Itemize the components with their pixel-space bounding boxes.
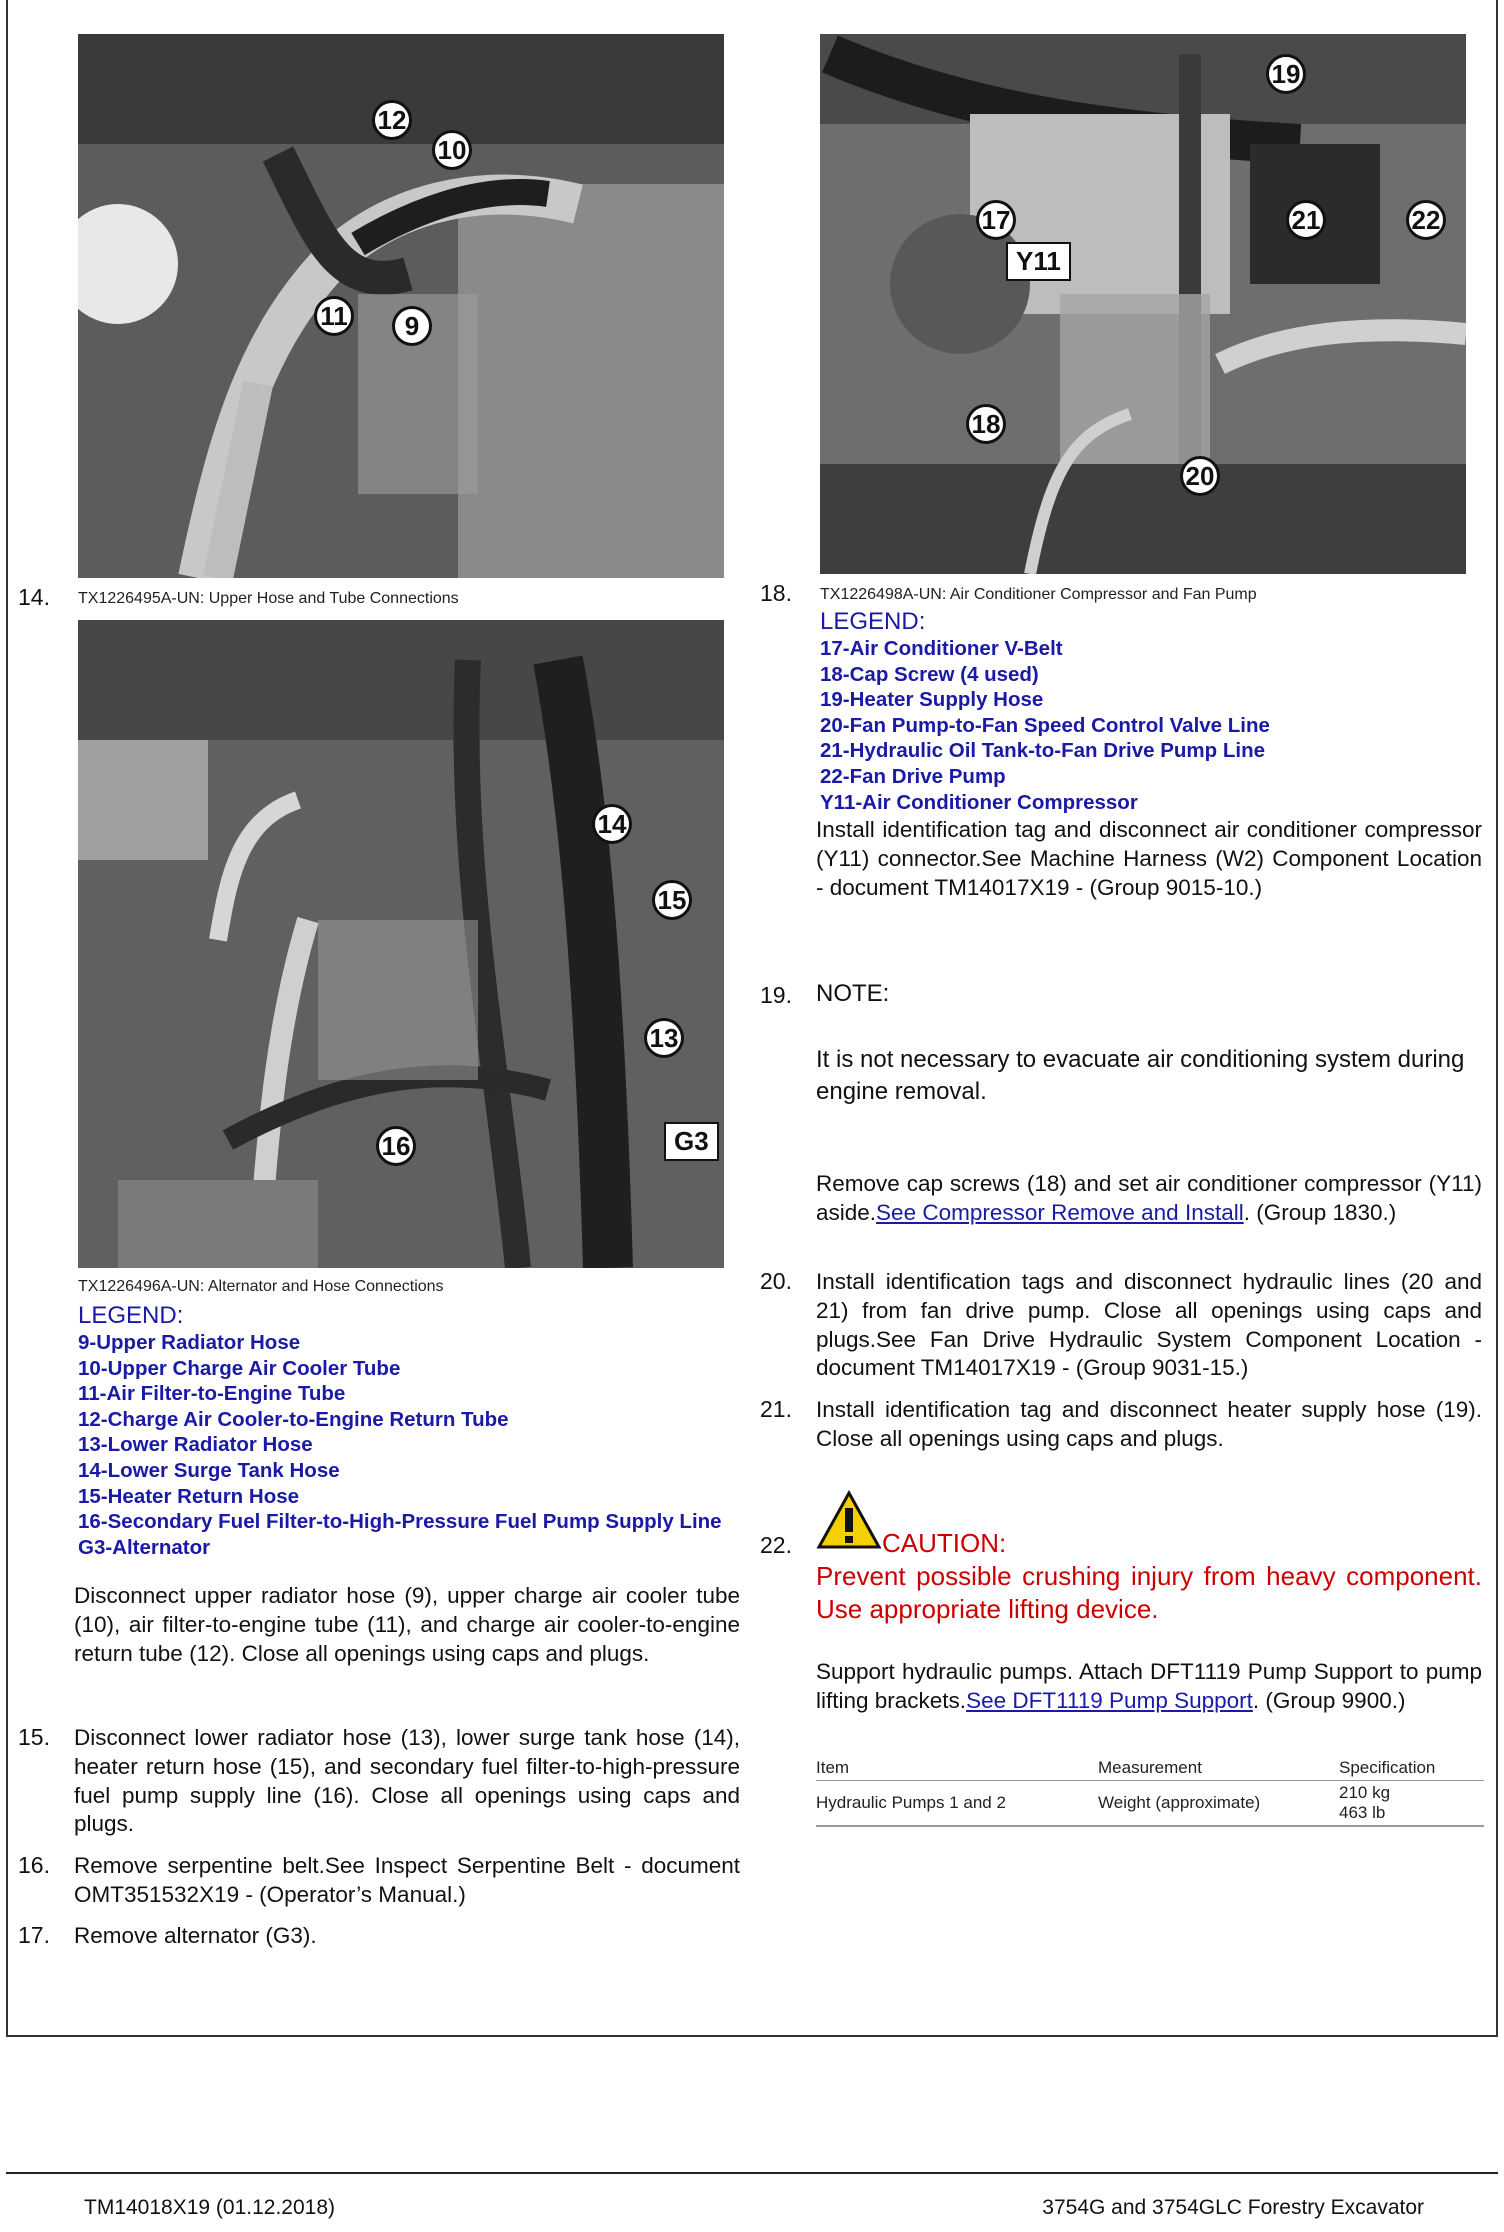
legend-item: Y11-Air Conditioner Compressor (820, 790, 1138, 814)
note-text: It is not necessary to evacuate air conditioning system during engine removal. (816, 1046, 1465, 1105)
legend-item: 20-Fan Pump-to-Fan Speed Control Valve Line (820, 713, 1270, 737)
callout-17: 17 (976, 200, 1016, 240)
note-label: NOTE: (816, 980, 890, 1007)
step-17-text: Remove alternator (G3). (74, 1923, 317, 1948)
callout-10: 10 (432, 130, 472, 170)
step-14-legend-title: LEGEND: (78, 1302, 184, 1329)
step-20-text: Install identification tags and disconnect hydraulic lines (20 and 21) from fan drive pump. Close all openings using caps and plugs.See Fan Drive Hydraulic System Component Location - document TM14017X19 - (Group 9031-15.) (816, 1269, 1482, 1381)
spec-header-row (816, 1756, 1484, 1781)
legend-item: 18-Cap Screw (4 used) (820, 662, 1039, 686)
step-21-text: Install identification tag and disconnect heater supply hose (19). Close all openings using caps and plugs. (816, 1397, 1482, 1451)
callout-9: 9 (392, 306, 432, 346)
legend-item: 9-Upper Radiator Hose (78, 1331, 301, 1354)
step-16-text: Remove serpentine belt.See Inspect Serpentine Belt - document OMT351532X19 - (Operator’s Manual.) (74, 1853, 740, 1907)
figure-3-caption: TX1226496A-UN: Alternator and Hose Connections (78, 1278, 444, 1295)
figure-2-caption: TX1226498A-UN: Air Conditioner Compressor and Fan Pump (820, 586, 1257, 603)
step-22-number: 22. (760, 1532, 792, 1558)
step-22-text (816, 1658, 1482, 1716)
callout-20: 20 (1180, 456, 1220, 496)
compressor-remove-install-link[interactable]: See Compressor Remove and Install (876, 1199, 1244, 1225)
tag-g3: G3 (664, 1122, 719, 1161)
spec-row (816, 1781, 1484, 1827)
caution-text: Prevent possible crushing injury from heavy component. Use appropriate lifting device. (816, 1561, 1482, 1624)
step-17-number: 17. (18, 1922, 50, 1948)
spec-header-measurement: Measurement (1098, 1758, 1202, 1777)
figure-1-caption: TX1226495A-UN: Upper Hose and Tube Connections (78, 590, 459, 607)
callout-12: 12 (372, 100, 412, 140)
caution-warning-icon (816, 1490, 882, 1550)
step-19-text-after: . (Group 1830.) (1243, 1199, 1397, 1225)
caution-label: CAUTION: (882, 1528, 1007, 1558)
callout-11: 11 (314, 296, 354, 336)
step-20-number: 20. (760, 1268, 792, 1294)
legend-item: 10-Upper Charge Air Cooler Tube (78, 1356, 401, 1380)
step-14-text: Disconnect upper radiator hose (9), upper charge air cooler tube (10), air filter-to-engine tube (11), and charge air cooler-to-engine return tube (12). Close all openings using caps and plugs. (74, 1583, 740, 1666)
spec-measurement: Weight (approximate) (1098, 1793, 1261, 1812)
step-18-number: 18. (760, 580, 792, 606)
tag-y11: Y11 (1006, 242, 1071, 281)
callout-15: 15 (652, 880, 692, 920)
legend-item: G3-Alternator (78, 1535, 211, 1559)
legend-item: 19-Heater Supply Hose (820, 688, 1044, 712)
legend-item: 11-Air Filter-to-Engine Tube (78, 1382, 346, 1406)
step-18-text: Install identification tag and disconnect air conditioner compressor (Y11) connector.See Machine Harness (W2) Component Location - document TM14017X19 - (Group 9015-10.) (816, 817, 1482, 900)
callout-19: 19 (1266, 54, 1306, 94)
spec-value-kg: 210 kg (1339, 1783, 1391, 1802)
step-14-legend (78, 1330, 740, 1560)
spec-header-specification: Specification (1339, 1758, 1436, 1777)
callout-18: 18 (966, 404, 1006, 444)
figure-alternator-photo (78, 620, 724, 1268)
callout-13: 13 (644, 1018, 684, 1058)
step-19-text-before: Remove cap screws (18) and set air conditioner compressor (Y11) aside. (816, 1171, 1482, 1225)
legend-item: 22-Fan Drive Pump (820, 764, 1006, 788)
step-18-legend-title: LEGEND: (820, 608, 926, 635)
legend-item: 16-Secondary Fuel Filter-to-High-Pressure Fuel Pump Supply Line (78, 1510, 722, 1534)
callout-16: 16 (376, 1126, 416, 1166)
specification-table (816, 1756, 1484, 1827)
figure-compressor-photo (820, 34, 1466, 574)
step-19-text (816, 1170, 1482, 1228)
spec-value-lb: 463 lb (1339, 1803, 1386, 1822)
legend-item: 17-Air Conditioner V-Belt (820, 637, 1063, 660)
legend-item: 15-Heater Return Hose (78, 1484, 300, 1508)
step-22-text-before: Support hydraulic pumps. Attach DFT1119 Pump Support to pump lifting brackets. (816, 1659, 1482, 1713)
step-22-text-after: . (Group 9900.) (1252, 1687, 1406, 1713)
step-14-number: 14. (18, 584, 50, 610)
footer-divider (6, 2172, 1498, 2174)
footer-document-id: TM14018X19 (01.12.2018) (84, 2196, 336, 2219)
callout-22: 22 (1406, 200, 1446, 240)
callout-14: 14 (592, 804, 632, 844)
pump-support-link[interactable]: See DFT1119 Pump Support (966, 1687, 1253, 1713)
step-16-number: 16. (18, 1852, 50, 1878)
callout-21: 21 (1286, 200, 1326, 240)
legend-item: 14-Lower Surge Tank Hose (78, 1458, 340, 1482)
step-15-text: Disconnect lower radiator hose (13), lower surge tank hose (14), heater return hose (15), and secondary fuel filter-to-high-pressure fuel pump supply line (16). Close all openings using caps and plugs. (74, 1725, 740, 1837)
legend-item: 13-Lower Radiator Hose (78, 1433, 313, 1457)
legend-item: 21-Hydraulic Oil Tank-to-Fan Drive Pump Line (820, 739, 1266, 763)
spec-item: Hydraulic Pumps 1 and 2 (816, 1793, 1006, 1812)
footer-machine-name: 3754G and 3754GLC Forestry Excavator (1042, 2196, 1424, 2219)
step-18-legend (820, 636, 1480, 815)
spec-value (1339, 1781, 1484, 1827)
step-15-number: 15. (18, 1724, 50, 1750)
step-21-number: 21. (760, 1396, 792, 1422)
legend-item: 12-Charge Air Cooler-to-Engine Return Tube (78, 1407, 509, 1431)
step-19-number: 19. (760, 982, 792, 1008)
spec-header-item: Item (816, 1758, 850, 1777)
